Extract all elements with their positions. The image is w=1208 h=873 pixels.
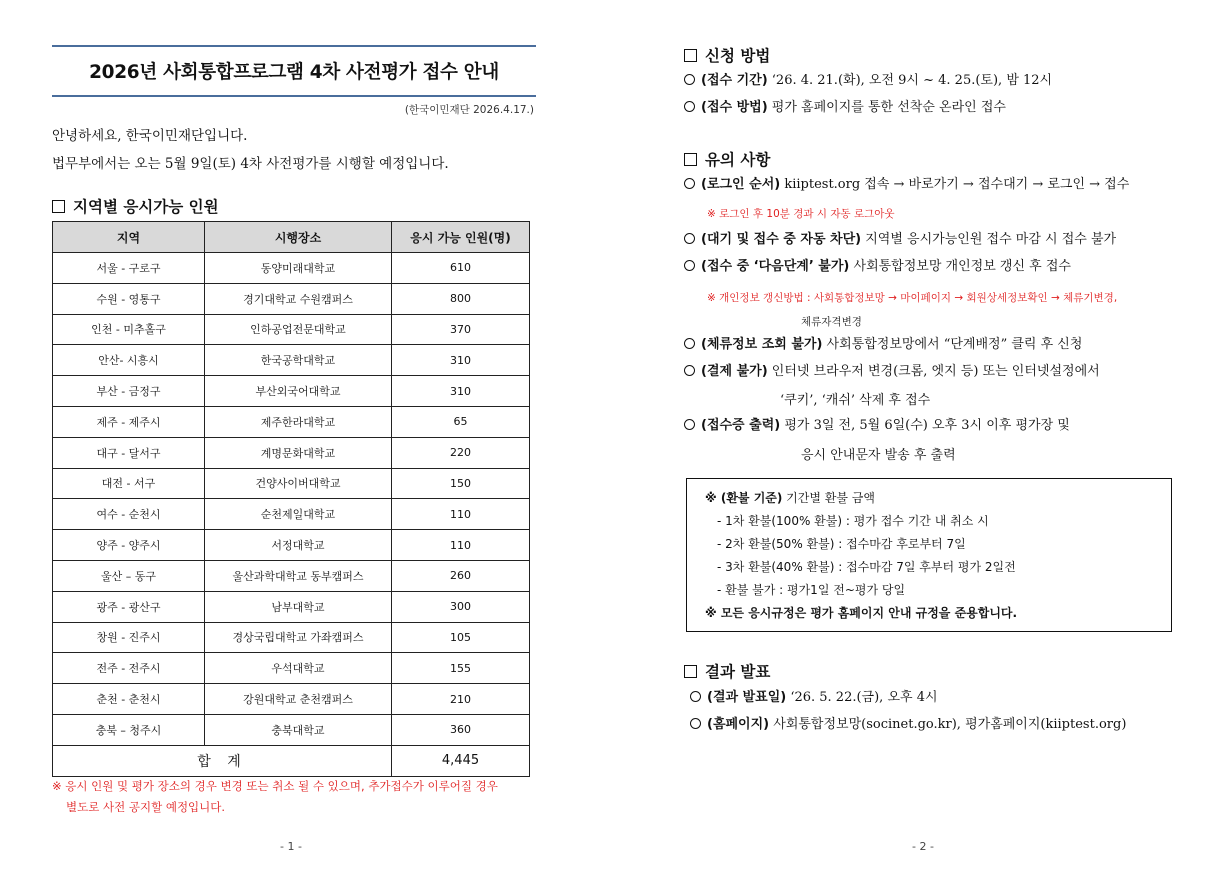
cell-capacity: 360 bbox=[392, 714, 530, 745]
cell-region: 춘천 - 춘천시 bbox=[53, 684, 205, 715]
cell-capacity: 260 bbox=[392, 560, 530, 591]
refund-head-bold: ※ (환불 기준) bbox=[705, 491, 783, 505]
table-row bbox=[53, 560, 530, 591]
apply-period-text: ‘26. 4. 21.(화), 오전 9시 ~ 4. 25.(토), 밤 12시 bbox=[767, 73, 1053, 88]
table-row bbox=[53, 468, 530, 499]
cell-capacity: 65 bbox=[392, 406, 530, 437]
table-row bbox=[53, 499, 530, 530]
cell-venue: 경기대학교 수원캠퍼스 bbox=[205, 283, 392, 314]
header-region: 지역 bbox=[53, 222, 205, 253]
login-label: (로그인 순서) bbox=[701, 177, 781, 192]
next-note-2: 체류자격변경 bbox=[801, 316, 862, 328]
table-body bbox=[53, 253, 530, 746]
bullet-circle-icon bbox=[684, 260, 695, 271]
greeting: 안녕하세요, 한국이민재단입니다. bbox=[52, 128, 248, 144]
page-number: - 1 - bbox=[280, 840, 302, 853]
cell-capacity: 220 bbox=[392, 437, 530, 468]
section-regions bbox=[52, 195, 219, 217]
footnote bbox=[52, 776, 542, 818]
checkbox-square-icon bbox=[684, 153, 697, 166]
cell-venue: 경상국립대학교 가좌캠퍼스 bbox=[205, 622, 392, 653]
refund-item: - 환불 불가 : 평가1일 전~평가 당일 bbox=[717, 583, 906, 597]
bullet-circle-icon bbox=[690, 718, 701, 729]
login-text: kiiptest.org 접속 → 바로가기 → 접수대기 → 로그인 → 접수 bbox=[780, 177, 1130, 192]
page-number: - 2 - bbox=[912, 840, 934, 853]
apply-method bbox=[684, 99, 1006, 117]
homepage-label: (홈페이지) bbox=[707, 717, 770, 732]
login-order bbox=[684, 176, 1129, 194]
bullet-circle-icon bbox=[684, 233, 695, 244]
cell-venue: 건양사이버대학교 bbox=[205, 468, 392, 499]
cell-capacity: 300 bbox=[392, 591, 530, 622]
title-box bbox=[52, 45, 536, 97]
cell-venue: 인하공업전문대학교 bbox=[205, 314, 392, 345]
print-text: 평가 3일 전, 5월 6일(수) 오후 3시 이후 평가장 및 bbox=[780, 418, 1070, 433]
section-notes bbox=[684, 148, 770, 170]
result-date-text: ‘26. 5. 22.(금), 오후 4시 bbox=[786, 690, 938, 705]
print-label: (접수증 출력) bbox=[701, 418, 781, 433]
refund-head bbox=[705, 487, 1171, 510]
section-result-label: 결과 발표 bbox=[705, 663, 771, 681]
cell-capacity: 310 bbox=[392, 376, 530, 407]
cell-capacity: 110 bbox=[392, 499, 530, 530]
page-title: 2026년 사회통합프로그램 4차 사전평가 접수 안내 bbox=[89, 62, 499, 83]
refund-head-rest: 기간별 환불 금액 bbox=[782, 491, 875, 505]
next-note-1: ※ 개인정보 갱신방법 : 사회통합정보망 → 마이페이지 → 회원상세정보확인 → 체류기변경, bbox=[707, 292, 1118, 304]
region-table bbox=[52, 221, 530, 777]
table-row bbox=[53, 714, 530, 745]
table-row bbox=[53, 437, 530, 468]
table-row bbox=[53, 314, 530, 345]
cell-venue: 서정대학교 bbox=[205, 530, 392, 561]
cell-venue: 강원대학교 춘천캠퍼스 bbox=[205, 684, 392, 715]
cell-capacity: 310 bbox=[392, 345, 530, 376]
cell-capacity: 155 bbox=[392, 653, 530, 684]
cell-capacity: 610 bbox=[392, 253, 530, 284]
total-label: 합 계 bbox=[53, 745, 392, 776]
section-regions-label: 지역별 응시가능 인원 bbox=[73, 198, 219, 216]
refund-box bbox=[686, 478, 1172, 632]
cell-venue: 남부대학교 bbox=[205, 591, 392, 622]
apply-method-label: (접수 방법) bbox=[701, 100, 768, 115]
auto-block bbox=[684, 231, 1116, 249]
cell-region: 여수 - 순천시 bbox=[53, 499, 205, 530]
block-text: 지역별 응시가능인원 접수 마감 시 접수 불가 bbox=[861, 232, 1117, 247]
cell-capacity: 110 bbox=[392, 530, 530, 561]
table-row bbox=[53, 684, 530, 715]
cell-region: 제주 - 제주시 bbox=[53, 406, 205, 437]
bullet-circle-icon bbox=[684, 365, 695, 376]
refund-item: - 1차 환불(100% 환불) : 평가 접수 기간 내 취소 시 bbox=[717, 514, 989, 528]
bullet-circle-icon bbox=[684, 74, 695, 85]
cell-region: 수원 - 영통구 bbox=[53, 283, 205, 314]
section-apply-label: 신청 방법 bbox=[705, 47, 771, 65]
cell-venue: 계명문화대학교 bbox=[205, 437, 392, 468]
cell-region: 대전 - 서구 bbox=[53, 468, 205, 499]
cell-region: 부산 - 금정구 bbox=[53, 376, 205, 407]
cell-region: 전주 - 전주시 bbox=[53, 653, 205, 684]
cell-capacity: 150 bbox=[392, 468, 530, 499]
block-label: (대기 및 접수 중 자동 차단) bbox=[701, 232, 862, 247]
cell-region: 서울 - 구로구 bbox=[53, 253, 205, 284]
stay-info bbox=[684, 336, 1082, 354]
refund-rule: ※ 모든 응시규정은 평가 홈페이지 안내 규정을 준용합니다. bbox=[705, 606, 1018, 620]
table-row bbox=[53, 530, 530, 561]
pay-text: 인터넷 브라우저 변경(크롬, 엣지 등) 또는 인터넷설정에서 bbox=[767, 364, 1100, 379]
total-value: 4,445 bbox=[392, 745, 530, 776]
next-label: (접수 중 ‘다음단계’ 불가) bbox=[701, 259, 850, 274]
stay-label: (체류정보 조회 불가) bbox=[701, 337, 823, 352]
intro-text: 법무부에서는 오는 5월 9일(토) 4차 사전평가를 시행할 예정입니다. bbox=[52, 156, 449, 172]
cell-venue: 우석대학교 bbox=[205, 653, 392, 684]
checkbox-square-icon bbox=[684, 665, 697, 678]
receipt-print bbox=[684, 417, 1070, 435]
table-row bbox=[53, 283, 530, 314]
table-row bbox=[53, 376, 530, 407]
cell-region: 광주 - 광산구 bbox=[53, 591, 205, 622]
table-header-row bbox=[53, 222, 530, 253]
header-capacity: 응시 가능 인원(명) bbox=[392, 222, 530, 253]
next-text: 사회통합정보망 개인정보 갱신 후 접수 bbox=[849, 259, 1071, 274]
section-result bbox=[684, 660, 770, 682]
table-row bbox=[53, 345, 530, 376]
bullet-circle-icon bbox=[684, 178, 695, 189]
checkbox-square-icon bbox=[684, 49, 697, 62]
table-row bbox=[53, 591, 530, 622]
apply-period bbox=[684, 72, 1052, 90]
next-step bbox=[684, 258, 1071, 276]
checkbox-square-icon bbox=[52, 200, 65, 213]
print-text-2: 응시 안내문자 발송 후 출력 bbox=[801, 448, 956, 463]
pay-label: (결제 불가) bbox=[701, 364, 768, 379]
apply-method-text: 평가 홈페이지를 통한 선착순 온라인 접수 bbox=[767, 100, 1006, 115]
pay-text-2: ‘쿠키’, ‘캐쉬’ 삭제 후 접수 bbox=[780, 393, 931, 408]
table-row bbox=[53, 653, 530, 684]
footnote-line-2: 별도로 사전 공지할 예정입니다. bbox=[66, 800, 226, 814]
cell-venue: 한국공학대학교 bbox=[205, 345, 392, 376]
issuer-note: (한국이민재단 2026.4.17.) bbox=[404, 104, 534, 116]
header-venue: 시행장소 bbox=[205, 222, 392, 253]
login-note: ※ 로그인 후 10분 경과 시 자동 로그아웃 bbox=[707, 208, 895, 220]
table-row bbox=[53, 253, 530, 284]
result-date-label: (결과 발표일) bbox=[707, 690, 787, 705]
cell-region: 안산- 시흥시 bbox=[53, 345, 205, 376]
homepage bbox=[690, 716, 1126, 734]
total-row bbox=[53, 745, 530, 776]
cell-venue: 울산과학대학교 동부캠퍼스 bbox=[205, 560, 392, 591]
footnote-line-1: ※ 응시 인원 및 평가 장소의 경우 변경 또는 취소 될 수 있으며, 추가접수가 이루어질 경우 bbox=[52, 779, 498, 793]
bullet-circle-icon bbox=[684, 419, 695, 430]
cell-capacity: 370 bbox=[392, 314, 530, 345]
page-2 bbox=[604, 0, 1208, 873]
cell-capacity: 800 bbox=[392, 283, 530, 314]
refund-item: - 2차 환불(50% 환불) : 접수마감 후로부터 7일 bbox=[717, 537, 966, 551]
cell-region: 울산 – 동구 bbox=[53, 560, 205, 591]
section-notes-label: 유의 사항 bbox=[705, 151, 771, 169]
cell-venue: 동양미래대학교 bbox=[205, 253, 392, 284]
stay-text: 사회통합정보망에서 “단계배정” 클릭 후 신청 bbox=[822, 337, 1083, 352]
cell-venue: 부산외국어대학교 bbox=[205, 376, 392, 407]
cell-region: 창원 - 진주시 bbox=[53, 622, 205, 653]
homepage-text: 사회통합정보망(socinet.go.kr), 평가홈페이지(kiiptest.org) bbox=[769, 717, 1127, 732]
cell-capacity: 105 bbox=[392, 622, 530, 653]
cell-region: 인천 - 미추홀구 bbox=[53, 314, 205, 345]
cell-region: 충북 – 청주시 bbox=[53, 714, 205, 745]
cell-venue: 순천제일대학교 bbox=[205, 499, 392, 530]
bullet-circle-icon bbox=[684, 101, 695, 112]
cell-region: 대구 - 달서구 bbox=[53, 437, 205, 468]
table-row bbox=[53, 406, 530, 437]
cell-capacity: 210 bbox=[392, 684, 530, 715]
payment bbox=[684, 363, 1100, 381]
table-row bbox=[53, 622, 530, 653]
apply-period-label: (접수 기간) bbox=[701, 73, 768, 88]
cell-region: 양주 - 양주시 bbox=[53, 530, 205, 561]
bullet-circle-icon bbox=[684, 338, 695, 349]
bullet-circle-icon bbox=[690, 691, 701, 702]
result-date bbox=[690, 689, 938, 707]
refund-item: - 3차 환불(40% 환불) : 접수마감 7일 후부터 평가 2일전 bbox=[717, 560, 1016, 574]
section-apply bbox=[684, 44, 770, 66]
cell-venue: 제주한라대학교 bbox=[205, 406, 392, 437]
cell-venue: 충북대학교 bbox=[205, 714, 392, 745]
